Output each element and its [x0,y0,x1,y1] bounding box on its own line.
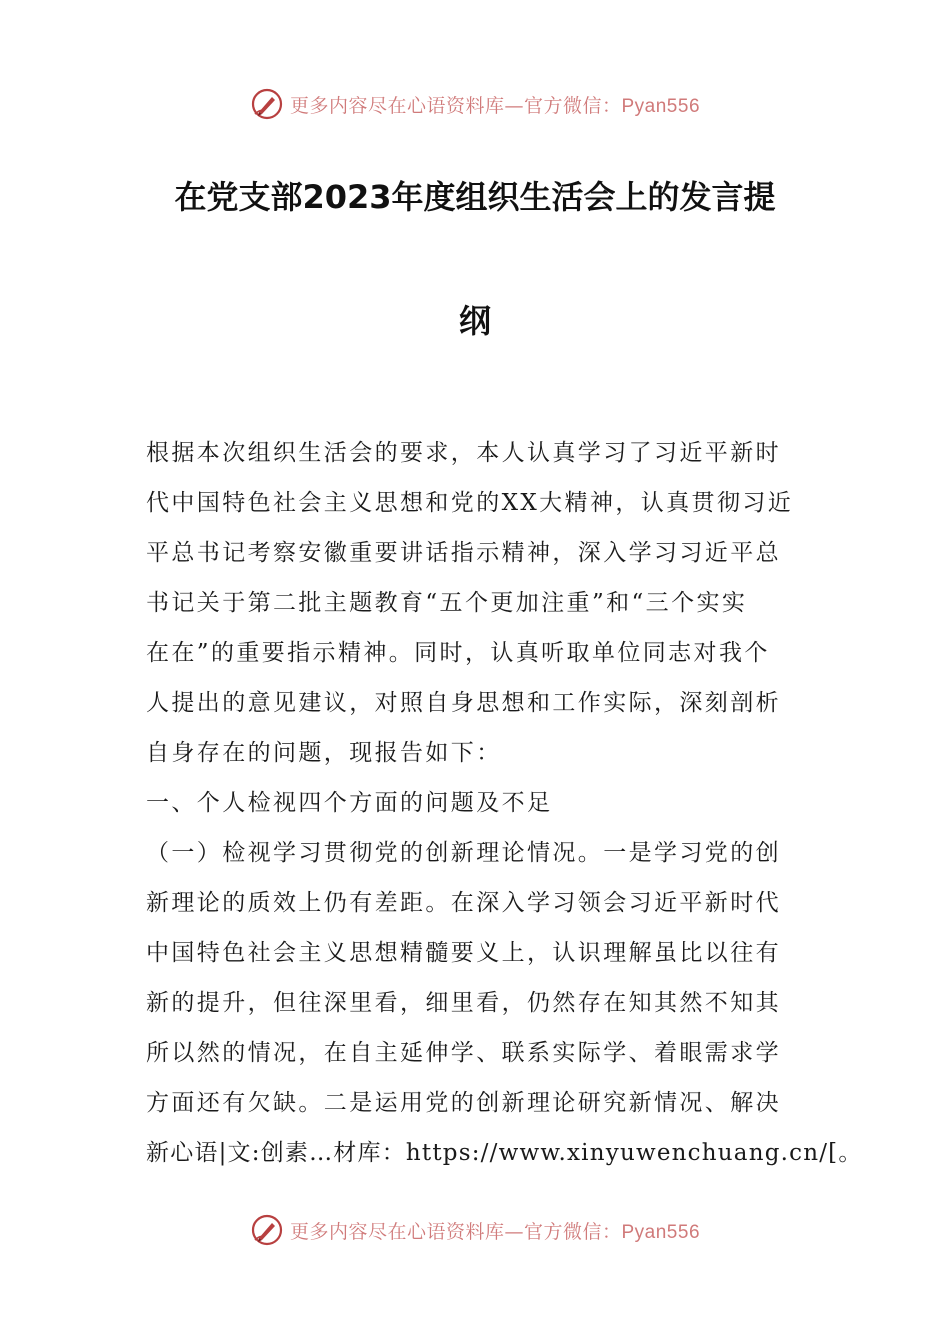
body-line: 新的提升，但往深里看，细里看，仍然存在知其然不知其 [146,990,781,1016]
body-line: 中国特色社会主义思想精髓要义上，认识理解虽比以往有 [146,940,781,966]
body-line: 方面还有欠缺。二是运用党的创新理论研究新情况、解决 [146,1090,781,1116]
body-line: 书记关于第二批主题教育“五个更加注重”和“三个实实 [146,590,748,616]
body-line: 代中国特色社会主义思想和党的XX大精神，认真贯彻习近 [146,490,794,516]
pen-logo-icon [250,1213,284,1247]
watermark-text [290,1217,700,1244]
body-line: 平总书记考察安徽重要讲话指示精神，深入学习习近平总 [146,540,781,566]
watermark-wechat-id: Pyan556 [621,1221,701,1243]
source-watermark-line: 新心语|文:创素…材库：https://www.xinyuwenchuang.cn/[。 [146,1140,863,1166]
watermark-text-cn: 更多内容尽在心语资料库—官方微信： [289,94,622,117]
watermark-wechat-id: Pyan556 [621,95,701,117]
body-line: （一）检视学习贯彻党的创新理论情况。一是学习党的创 [146,840,781,866]
body-line: 自身存在的问题，现报告如下： [146,740,502,766]
watermark-banner-bottom [0,1210,950,1250]
pen-logo-icon [250,87,284,121]
watermark-banner-top [0,84,950,124]
document-title-line-1: 在党支部2023年度组织生活会上的发言提 [174,178,776,216]
watermark-text [290,91,700,118]
watermark-text-cn: 更多内容尽在心语资料库—官方微信： [289,1220,622,1243]
body-line: 新理论的质效上仍有差距。在深入学习领会习近平新时代 [146,890,781,916]
body-line: 人提出的意见建议，对照自身思想和工作实际，深刻剖析 [146,690,781,716]
body-line: 根据本次组织生活会的要求，本人认真学习了习近平新时 [146,440,781,466]
body-line: 所以然的情况，在自主延伸学、联系实际学、着眼需求学 [146,1040,781,1066]
document-body [146,428,863,1178]
document-title-line-2: 纲 [458,302,491,340]
section-heading: 一、个人检视四个方面的问题及不足 [146,790,553,816]
body-line: 在在”的重要指示精神。同时，认真听取单位同志对我个 [146,640,770,666]
